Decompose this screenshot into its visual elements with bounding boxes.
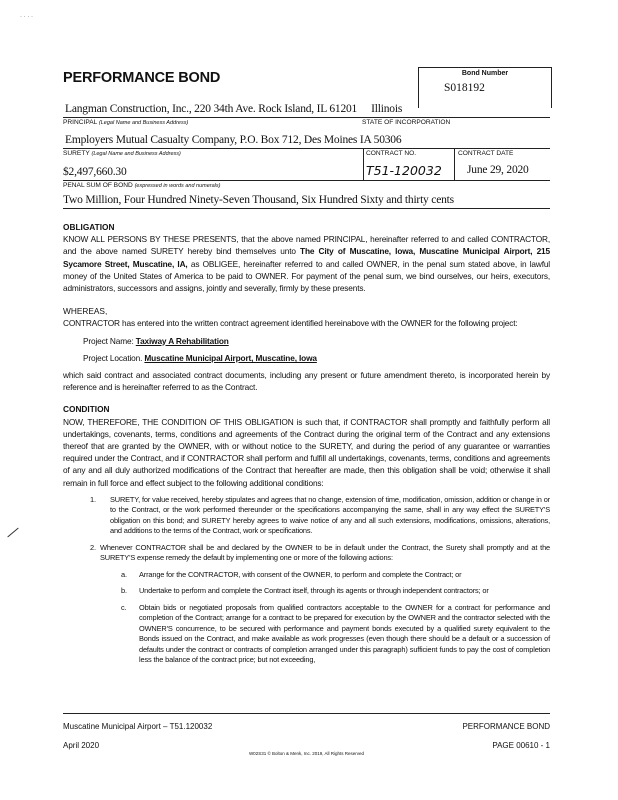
surety-label: SURETY (Legal Name and Business Address) bbox=[63, 150, 181, 157]
surety-value: Employers Mutual Casualty Company, P.O. Box 712, Des Moines IA 50306 bbox=[65, 134, 402, 146]
divider bbox=[63, 180, 550, 181]
condition-subitem-b: b. Undertake to perform and complete the Contract itself, through its agents or through independent contractors; or bbox=[121, 586, 489, 596]
divider bbox=[63, 208, 550, 209]
divider bbox=[363, 148, 364, 180]
condition-item-2: 2. Whenever CONTRACTOR shall be and declared by the OWNER to be in default under the Contract, the Surety shall promptly and at the SURETY'S expense remedy the default by implementing one or more of the following actions: bbox=[90, 542, 550, 563]
condition-subitem-c: c. Obtain bids or negotiated proposals from qualified contractors acceptable to the OWNER for a contract for performance and completion of the Contract; arrange for a contract to be prepared for execution by the OWNER and the contractor selected with the OWNER'S concurrence, to be secured with performance and payment bonds executed by a qualified surety equivalent to the Bonds issued on the Contract, and make available as work progresses (even though there should be a default or a succession of defaults under the contract or contracts of completion arranged under this paragraph) sufficient funds to pay the cost of completion less the balance of the contract price; but not exceeding, bbox=[121, 602, 550, 665]
contract-no-value: T51-120032 bbox=[366, 163, 442, 178]
contract-date-label: CONTRACT DATE bbox=[458, 150, 514, 157]
whereas-section bbox=[63, 305, 550, 393]
divider bbox=[63, 117, 550, 118]
condition-subitem-a: a. Arrange for the CONTRACTOR, with consent of the OWNER, to perform and complete the Contract; or bbox=[121, 569, 462, 579]
project-name-line: Project Name: Taxiway A Rehabilitation bbox=[83, 335, 229, 346]
contract-date-value: June 29, 2020 bbox=[467, 164, 529, 176]
footer bbox=[63, 713, 550, 757]
condition-item-1: 1. SURETY, for value received, hereby stipulates and agrees that no change, extension of time, modification, omission, addition or change in or to the Contract, or the work performed thereunder or the specifications accompanying the same, shall in any way effect the SURETY'S obligation on this bond; and SURETY hereby agrees to waive notice of any and all such extensions, modifications, omissions, alterations, and additions to the terms of the Contract, work or specifications. bbox=[90, 494, 550, 536]
footer-page-number: PAGE 00610 - 1 bbox=[492, 741, 550, 750]
whereas-text: CONTRACTOR has entered into the written contract agreement identified hereinabove with the OWNER for the following project: bbox=[63, 318, 518, 329]
penal-sum-label: PENAL SUM OF BOND (expressed in words and numerals) bbox=[63, 182, 221, 189]
penal-sum-words: Two Million, Four Hundred Ninety-Seven Thousand, Six Hundred Sixty and thirty cents bbox=[63, 194, 454, 206]
penal-sum-amount: $2,497,660.30 bbox=[63, 166, 127, 178]
page-title: PERFORMANCE BOND bbox=[63, 70, 221, 86]
state-label: STATE OF INCORPORATION bbox=[362, 119, 451, 126]
project-location-line: Project Location. Muscatine Municipal Airport, Muscatine, Iowa bbox=[83, 352, 317, 363]
obligation-section bbox=[63, 221, 550, 294]
condition-text: NOW, THEREFORE, THE CONDITION OF THIS OBLIGATION is such that, if CONTRACTOR shall promptly and faithfully perform all undertakings, covenants, terms, conditions and agreements of the Contract during the original term of the Contract and any extensions thereof that are granted by the OWNER, with or without notice to the SURETY, and during the period of any guarantee or warranties required under the Contract, and if CONTRACTOR shall perform and fulfill all undertakings, covenants, terms, conditions and agreements of any and all duly authorized modifications of the Contract that hereafter are made, then this obligation shall be void; otherwise it shall remain in full force and effect subject to the following additional conditions: bbox=[63, 416, 550, 488]
contract-no-label: CONTRACT NO. bbox=[366, 150, 417, 157]
whereas-text-after: which said contract and associated contract documents, including any present or future amendment thereto, is incorporated herein by reference and is hereinafter referred to as the Contract. bbox=[63, 370, 550, 393]
principal-value: Langman Construction, Inc., 220 34th Ave. Rock Island, IL 61201 bbox=[65, 103, 358, 115]
bond-number-box bbox=[418, 67, 552, 108]
state-of-incorporation: Illinois bbox=[371, 103, 403, 115]
footer-row-2 bbox=[63, 741, 550, 751]
footer-date: April 2020 bbox=[63, 741, 100, 750]
principal-row bbox=[65, 103, 402, 115]
footer-doc-title: PERFORMANCE BOND bbox=[462, 722, 550, 731]
whereas-heading: WHEREAS, bbox=[63, 306, 108, 317]
bond-number: S018192 bbox=[444, 82, 485, 94]
divider bbox=[63, 148, 550, 149]
obligation-heading: OBLIGATION bbox=[63, 222, 115, 232]
condition-section bbox=[63, 403, 550, 665]
footer-row-1 bbox=[63, 722, 550, 732]
footer-divider bbox=[63, 713, 550, 714]
pen-mark bbox=[7, 528, 18, 538]
bond-number-label: Bond Number bbox=[461, 70, 509, 77]
principal-label: PRINCIPAL (Legal Name and Business Address) bbox=[63, 119, 189, 126]
scan-specks: · · · · bbox=[20, 14, 33, 20]
footer-project: Muscatine Municipal Airport – T51.120032 bbox=[63, 722, 213, 731]
obligation-text: KNOW ALL PERSONS BY THESE PRESENTS, that the above named PRINCIPAL, hereinafter referred to and called CONTRACTOR, and the above named SURETY hereby bind themselves unto The City of Muscatine, Iowa, Muscatine Municipal Airport, 215 Sycamore Street, Muscatine, IA, as OBLIGEE, hereinafter referred to and called OWNER, in the penal sum stated above, in lawful money of the United States of America to be paid to OWNER. For payment of the penal sum, we bind ourselves, our heirs, executors, administrators, successors and assigns, jointly and severally, firmly by these presents. bbox=[63, 234, 551, 294]
footer-copyright: W02S31 © Bolton & Menk, Inc. 2019, All Rights Reserved bbox=[248, 751, 365, 756]
condition-heading: CONDITION bbox=[63, 404, 110, 415]
document-body bbox=[63, 221, 550, 757]
spacer bbox=[63, 666, 550, 713]
divider bbox=[454, 148, 455, 180]
